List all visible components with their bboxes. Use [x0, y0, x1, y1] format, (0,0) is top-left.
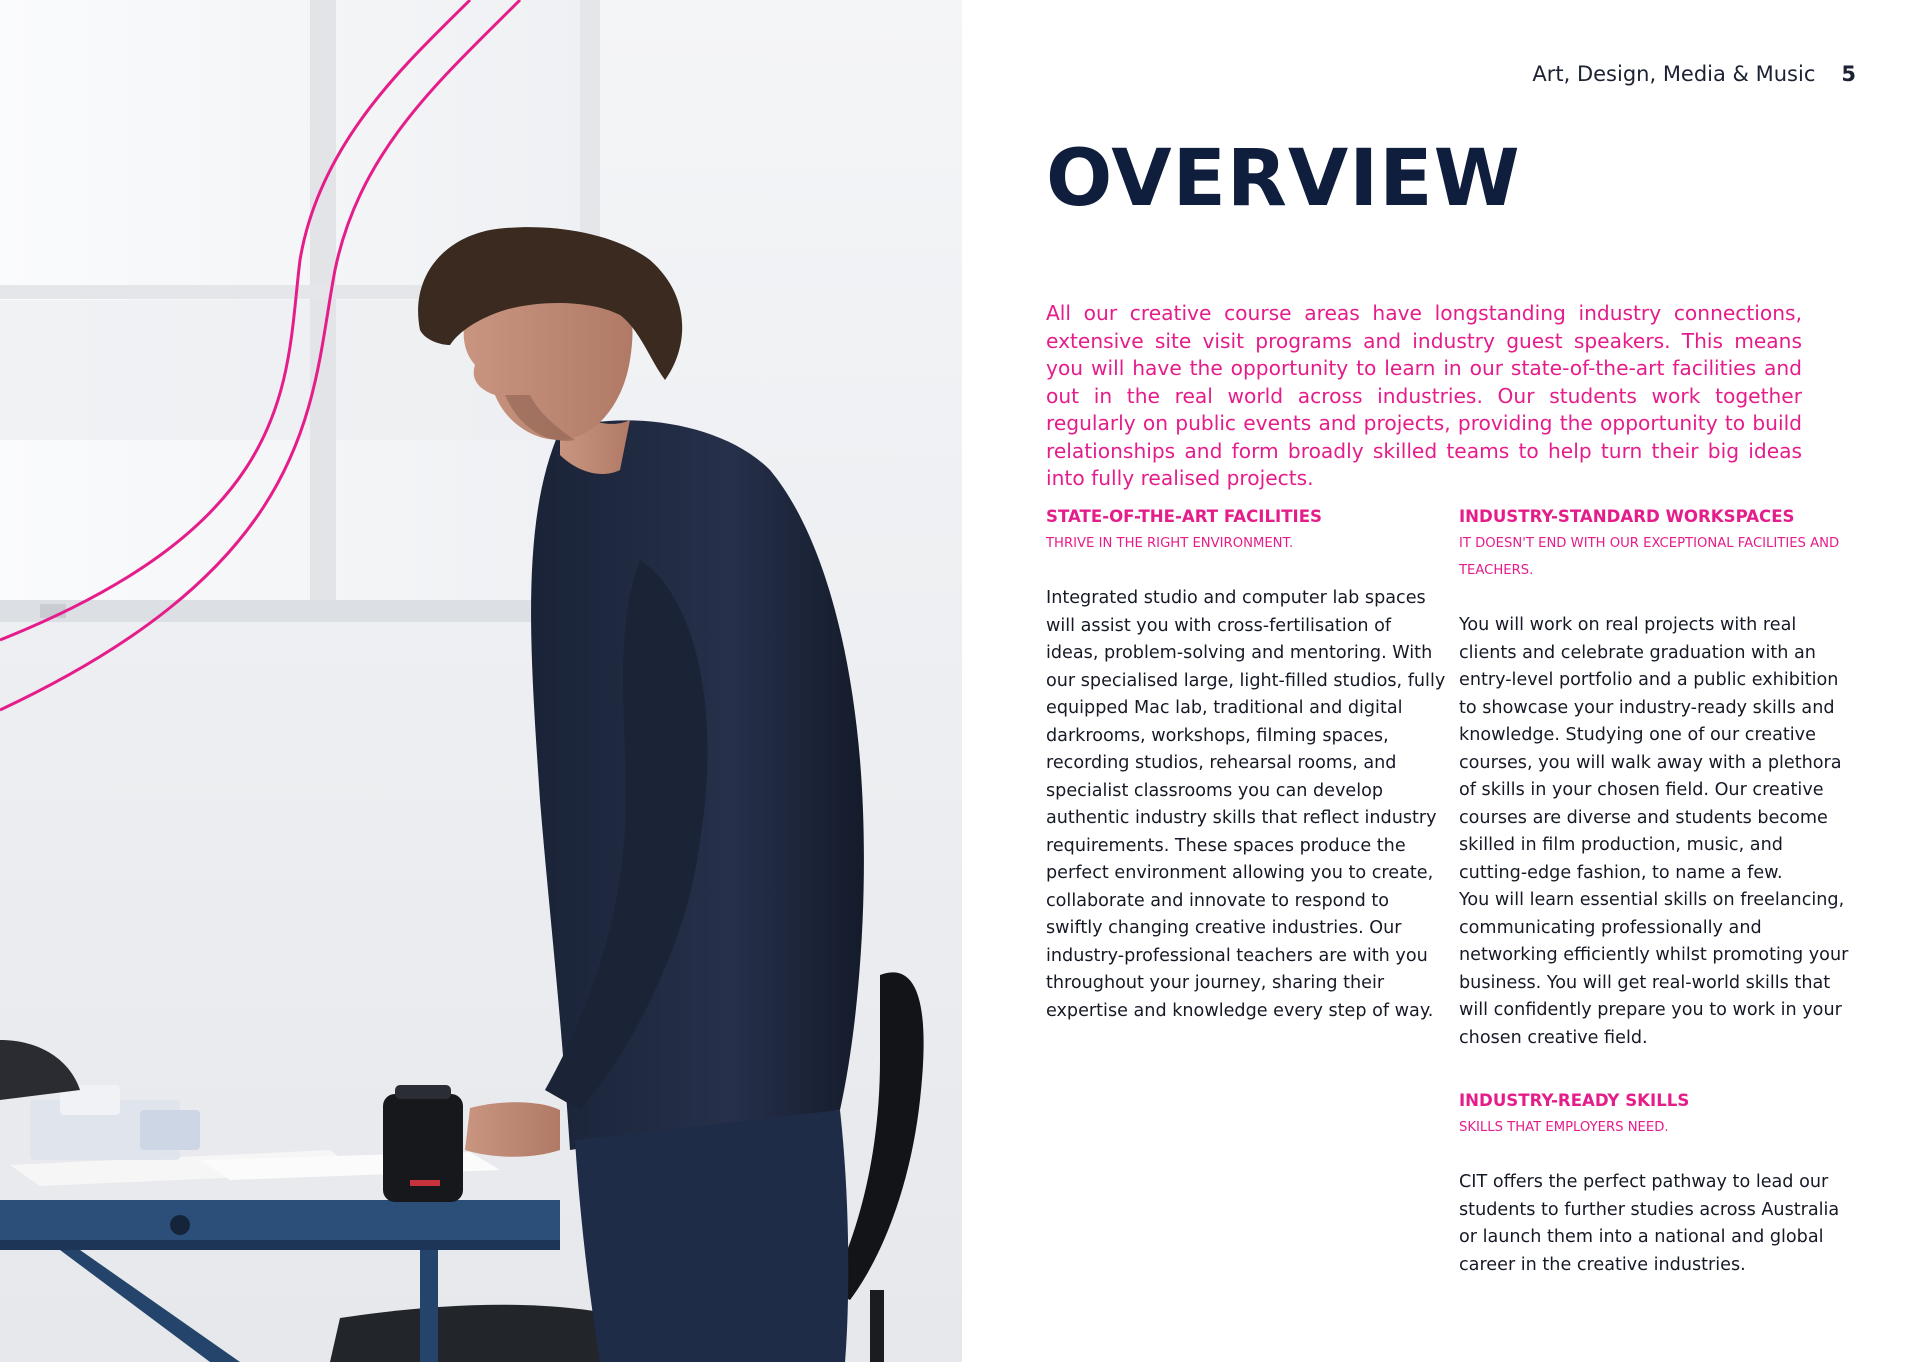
section-heading-workspaces: INDUSTRY-STANDARD WORKSPACES [1459, 507, 1795, 526]
running-header [1532, 62, 1856, 86]
section-heading-facilities: STATE-OF-THE-ART FACILITIES [1046, 507, 1323, 526]
section-subheading-skills: SKILLS THAT EMPLOYERS NEED. [1459, 1120, 1669, 1135]
page-number: 5 [1841, 62, 1856, 86]
page-title: OVERVIEW [1046, 134, 1521, 224]
section-subheading-workspaces: IT DOESN'T END WITH OUR EXCEPTIONAL FACILITIES AND TEACHERS. [1459, 536, 1840, 578]
section-heading-skills: INDUSTRY-READY SKILLS [1459, 1091, 1690, 1110]
intro-paragraph: All our creative course areas have longstanding industry connections, extensive site visit programs and industry guest speakers. This means you will have the opportunity to learn in our state-of-the-art facilities and out in the real world across industries. Our students work together regularly on public events and projects, providing the opportunity to build relationships and form broadly skilled teams to help turn their big ideas into fully realised projects. [1046, 301, 1802, 490]
section-subheading-facilities: THRIVE IN THE RIGHT ENVIRONMENT. [1046, 536, 1294, 551]
section-title: Art, Design, Media & Music [1532, 62, 1816, 86]
column-right [1459, 504, 1854, 1279]
overview-page [962, 0, 1920, 1362]
section-body-facilities: Integrated studio and computer lab spaces will assist you with cross-fertilisation of ideas, problem-solving and mentoring. With our specialised large, light-filled studios, fully equipped Mac lab, traditional and digital darkrooms, workshops, filming spaces, recording studios, rehearsal rooms, and specialist classrooms you can develop authentic industry skills that reflect industry requirements. These spaces produce the perfect environment allowing you to create, collaborate and innovate to respond to swiftly changing creative industries. Our industry-professional teachers are with you throughout your journey, sharing their expertise and knowledge every step of way. [1046, 588, 1446, 1021]
section-body-skills: CIT offers the perfect pathway to lead our students to further studies across Australia or launch them into a national and global career in the creative industries. [1459, 1172, 1840, 1275]
section-body-workspaces: You will work on real projects with real clients and celebrate graduation with an entry-level portfolio and a public exhibition to showcase your industry-ready skills and knowledge. Studying one of our creative courses, you will walk away with a plethora of skills in your chosen field. Our creative courses are diverse and students become skilled in film production, music, and cutting-edge fashion, to name a few. You will learn essential skills on freelancing, communicating professionally and networking efficiently whilst promoting your business. You will get real-world skills that will confidently prepare you to work in your chosen creative field. [1459, 615, 1849, 1048]
column-left [1046, 504, 1446, 1025]
